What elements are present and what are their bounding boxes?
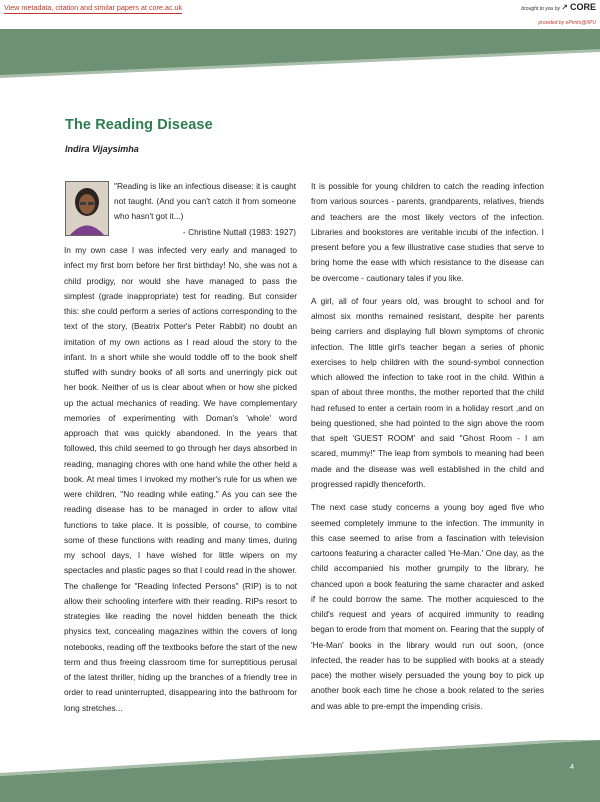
core-logo[interactable] [561,2,596,12]
body-paragraph: A girl, all of four years old, was brought to school and for almost six months remained resistant, despite her parents being carriers and displaying full blown symptoms of chronic infection. The little girl's teacher began a series of phonic exercises to help children with the sound-symbol connection which allowed the infection to take root in the child. Within a span of about three months, the mother reported that the child had refused to enter a certain room in a holiday resort ,and on being questioned, she had pointed to the sign above the room that spelt 'GUEST ROOM' and said "Ghost Room - I am scared, mummy!" The leap from symbols to meaning had been made and the disease was well established in the child and progressed rapidly thenceforth. [311,295,544,489]
body-paragraph: It is possible for young children to catch the reading infection from various sources - parents, grandparents, relatives, friends and teachers are the most likely vectors of the infection. Libraries and bookstores are veritable incubi of the infection. I present before you a few illustrative case studies that serve to bring home the ease with which resistance to the disease can be overcome - cautionary tales if you like. [311,181,544,283]
author-photo [65,181,109,236]
core-logo-icon: ↗ [561,2,568,12]
core-metadata-link[interactable]: View metadata, citation and similar papers at core.ac.uk [4,3,183,12]
page-number: 4 [569,762,574,771]
footer-band [0,740,600,802]
left-column [64,243,297,716]
article-title: The Reading Disease [65,117,213,133]
article-author: Indira Vijaysimha [65,144,139,154]
epigraph-quote: "Reading is like an infectious disease: it is caught not taught. (And you can't catch it from someone who hasn't got it...) [114,181,296,222]
epigraph-attribution: - Christine Nuttall (1983: 1927) [183,227,296,237]
author-portrait-icon [66,182,108,235]
core-header [0,0,600,20]
core-logo-text: CORE [569,2,596,12]
provided-by-link[interactable]: provided by ePrints@IIPU [538,20,596,26]
right-column [311,179,544,722]
brought-by-label: brought to you by [521,6,560,12]
body-paragraph: The next case study concerns a young boy aged five who seemed completely immune to the infection. The immunity in this case seemed to arise from a fascination with television cartoons featuring a character called 'He-Man.' One day, as the child accompanied his mother grumpily to the library, he chanced upon a book featuring the same character and asked if he could borrow the same. The mother acquiesced to the child's request and years of acquired immunity to reading began to erode from that moment on. Fearing that the supply of 'He-Man' books in the library would run out soon, (once infected, the reader has to be supplied with books at a steady pace) the mother wisely persuaded the young boy to pick up another book each time he chose a book related to the series and was able to pre-empt the impending crisis. [311,502,544,711]
body-paragraph: In my own case I was infected very early and managed to infect my first born before her first birthday! No, she was not a child prodigy, nor would she have managed to pass the simplest (grade inappropriate) test for reading. But consider this: she could perform a series of actions corresponding to the text of the story, (Beatrix Potter's Peter Rabbit) no doubt an imitation of my own actions as I read aloud the story to the infant. In a short while she would toddle off to the book shelf stuffed with sundry books of all sorts and unerringly pick out her book. Neither of us is clear about when or how she picked up the actual mechanics of reading. We have complementary memories of experimenting with Doman's 'whole' word approach that was quickly abandoned. In the years that followed, this child seemed to go through her days absorbed in reading, managing chores with one hand while the other held a book. At meal times I invoked my mother's rule for us when we were children, "No reading while eating." As you can see the reading disease has to be managed in order to allow vital functions to take place. It is possible, of course, to combine some of these functions with reading and many times, during my school days, I have wished for little wipers on my spectacles and plastic pages so that I could read in the shower. The challenge for "Reading Infected Persons" (RIP) is to not allow their schooling interfere with their reading. RIPs resort to strategies like reading the novel hidden beneath the thick physics text, concealing magazines within the covers of long notebooks, reading off the textbooks before the start of the new term and thus freeing classroom time for surreptitious perusal of the latest thriller, hiding up the branches of a friendly tree in order to read uninterrupted, disappearing into the bathroom for long stretches... [64,245,297,713]
